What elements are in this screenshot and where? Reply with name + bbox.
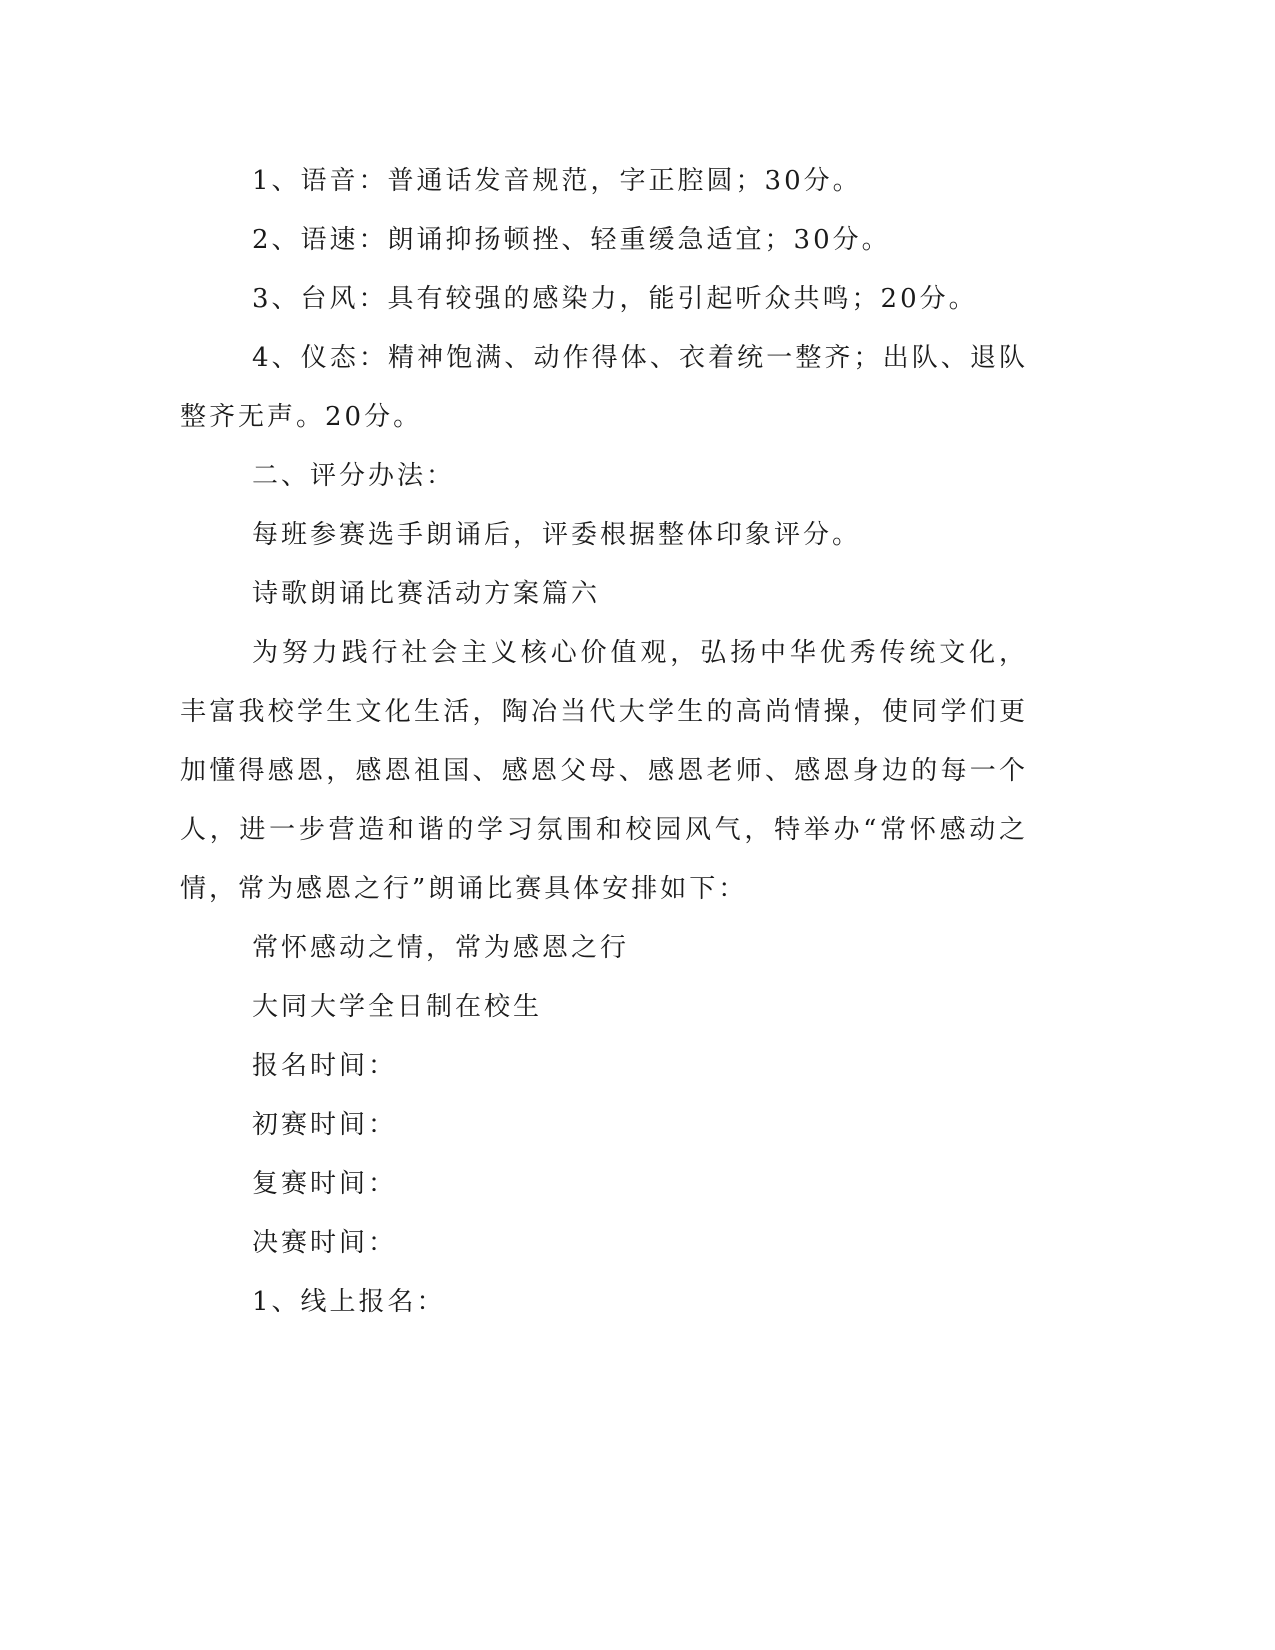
paragraph-semifinal-time: 复赛时间： <box>252 1169 398 1199</box>
paragraph-preliminary-time: 初赛时间： <box>252 1110 398 1140</box>
section-heading-scoring-method: 二、评分办法： <box>252 461 456 491</box>
paragraph-online-registration: 1、线上报名： <box>252 1287 446 1317</box>
paragraph-final-time: 决赛时间： <box>252 1228 398 1258</box>
paragraph-introduction: 为努力践行社会主义核心价值观，弘扬中华优秀传统文化，丰富我校学生文化生活，陶冶当代大学生的高尚情操，使同学们更加懂得感恩，感恩祖国、感恩父母、感恩老师、感恩身边的每一个人，进一步营造和谐的学习氛围和校园风气，特举办“常怀感动之情，常为感恩之行”朗诵比赛具体安排如下： <box>180 638 1028 904</box>
section-title-plan-six: 诗歌朗诵比赛活动方案篇六 <box>252 579 601 609</box>
paragraph-scoring-method: 每班参赛选手朗诵后，评委根据整体印象评分。 <box>252 520 862 550</box>
paragraph-criterion-speed: 2、语速：朗诵抑扬顿挫、轻重缓急适宜；30分。 <box>252 225 891 255</box>
paragraph-theme: 常怀感动之情，常为感恩之行 <box>252 933 630 963</box>
paragraph-criterion-pronunciation: 1、语音：普通话发音规范，字正腔圆；30分。 <box>252 166 862 196</box>
paragraph-criterion-demeanor: 4、仪态：精神饱满、动作得体、衣着统一整齐；出队、退队整齐无声。20分。 <box>180 343 1028 432</box>
paragraph-registration-time: 报名时间： <box>252 1051 398 1081</box>
paragraph-criterion-stage-presence: 3、台风：具有较强的感染力，能引起听众共鸣；20分。 <box>252 284 978 314</box>
document-body <box>180 152 1028 1332</box>
paragraph-participants: 大同大学全日制在校生 <box>252 992 543 1022</box>
